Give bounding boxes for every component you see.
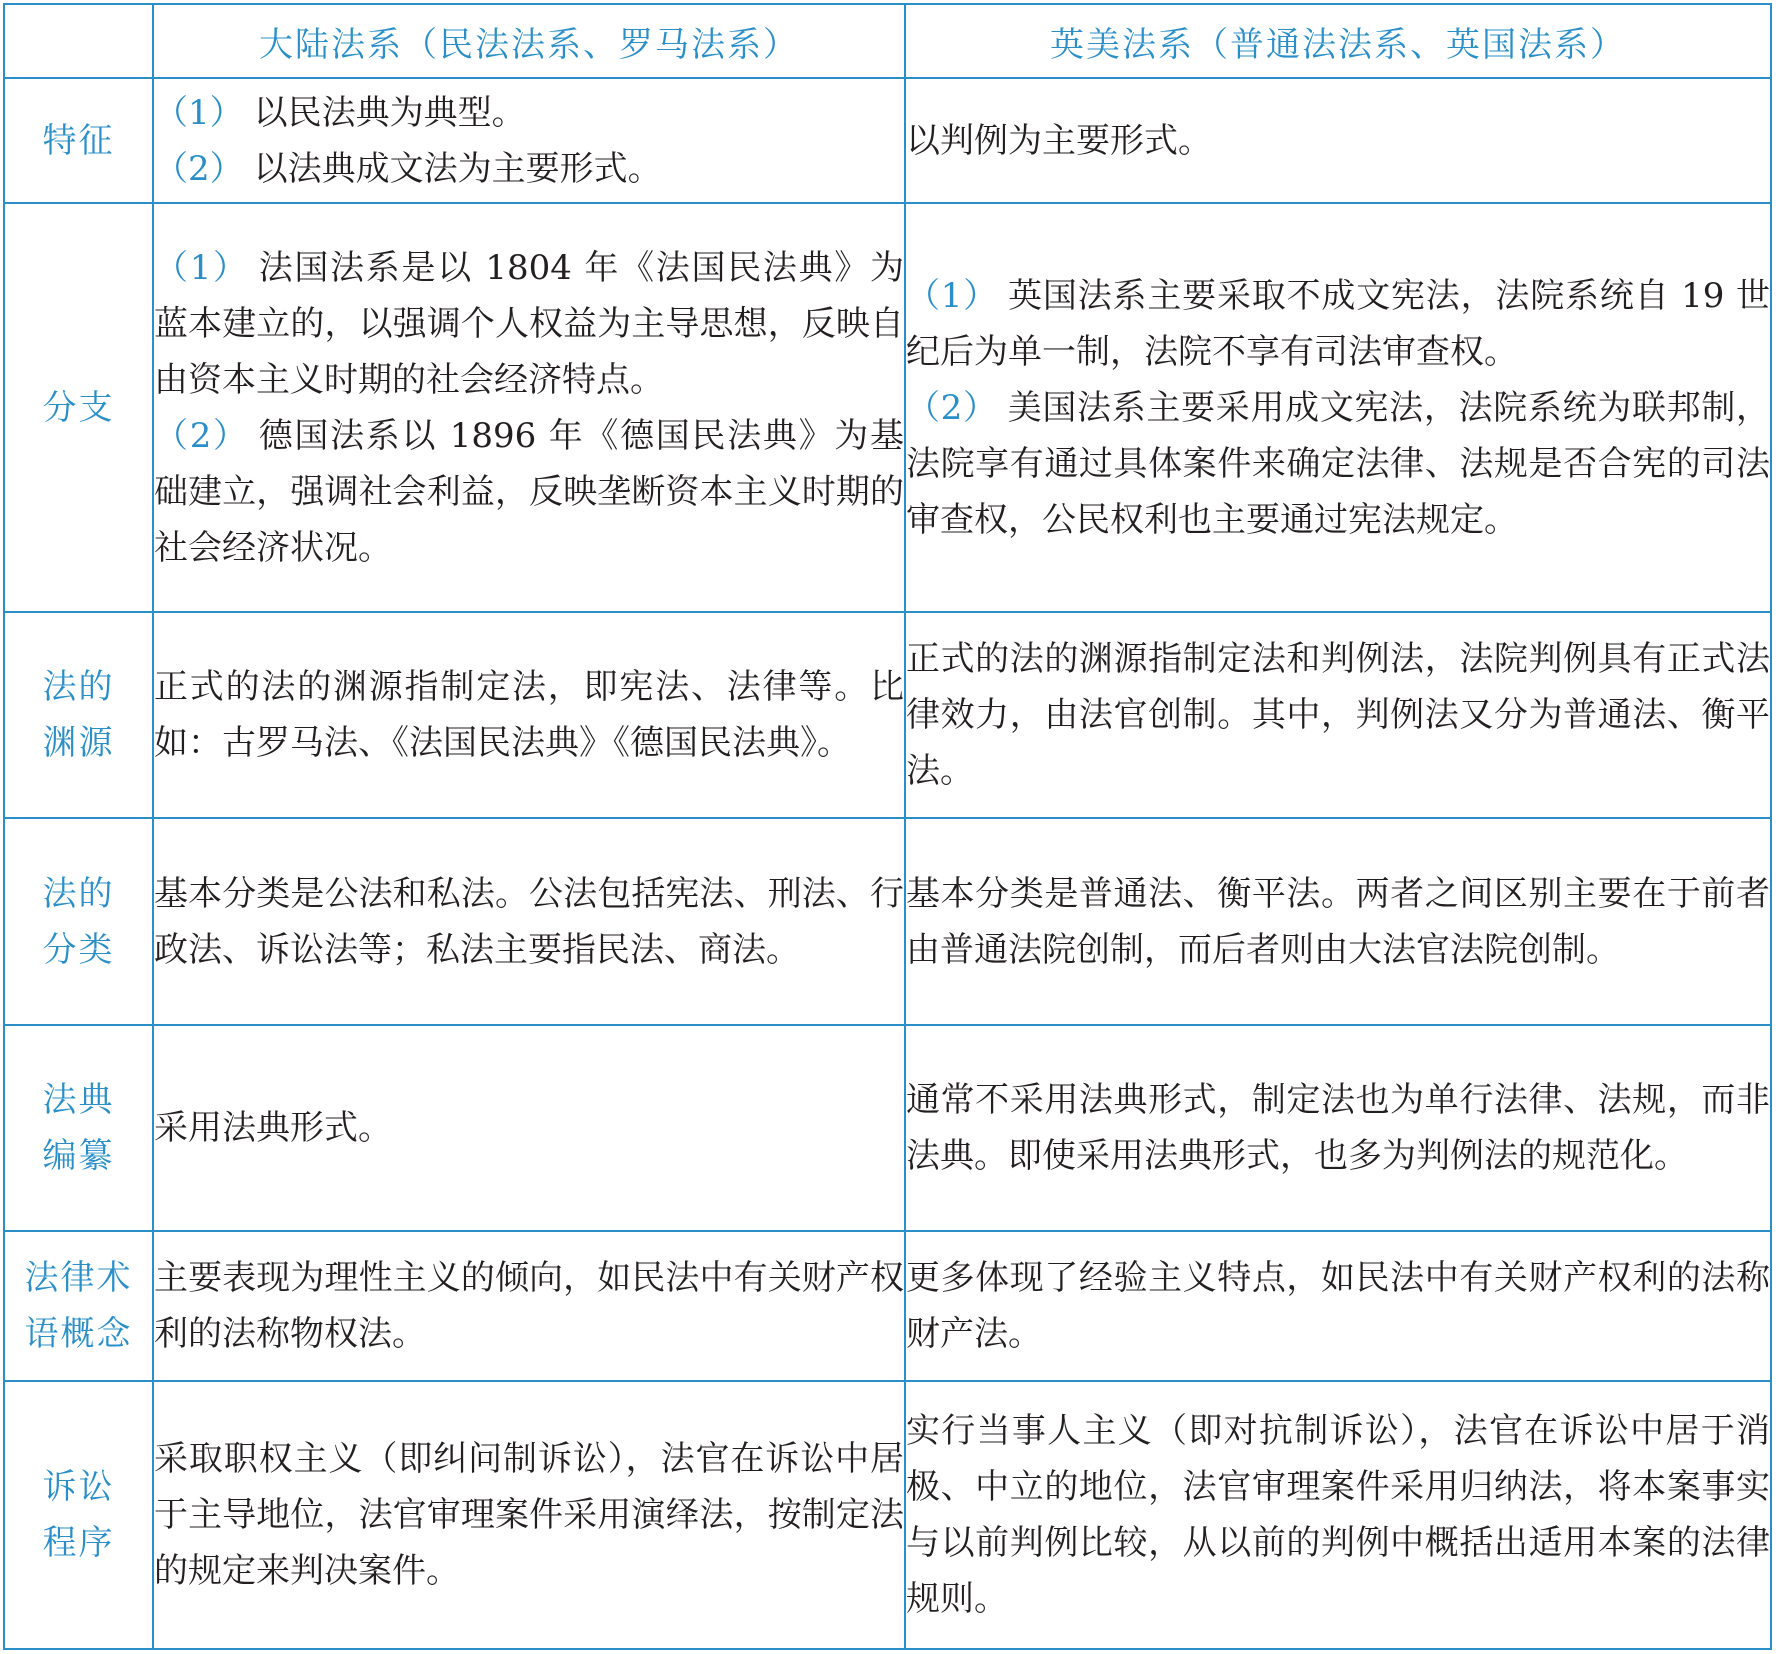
row-header: 法的渊源 — [4, 612, 153, 818]
column-header-common-law: 英美法系（普通法法系、英国法系） — [905, 4, 1771, 78]
civil-law-cell — [153, 612, 905, 818]
table-row — [4, 1381, 1771, 1649]
table-row — [4, 818, 1771, 1025]
item-text: 实行当事人主义（即对抗制诉讼），法官在诉讼中居于消极、中立的地位，法官审理案件采用归纳法，将本案事实与以前判例比较，从以前的判例中概括出适用本案的法律规则。 — [906, 1411, 1770, 1619]
list-item — [154, 85, 904, 141]
item-text: 正式的法的渊源指制定法和判例法，法院判例具有正式法律效力，由法官创制。其中，判例法又分为普通法、衡平法。 — [906, 639, 1770, 791]
table-row — [4, 1231, 1771, 1381]
item-number: （2） — [154, 148, 244, 189]
item-text: 以法典成文法为主要形式。 — [253, 148, 662, 189]
list-item — [906, 380, 1770, 548]
row-header: 法律术语概念 — [4, 1231, 153, 1381]
item-text: 通常不采用法典形式，制定法也为单行法律、法规，而非法典。即使采用法典形式，也多为判例法的规范化。 — [906, 1080, 1770, 1176]
common-law-cell — [905, 818, 1771, 1025]
civil-law-cell — [153, 1025, 905, 1231]
row-header: 诉讼程序 — [4, 1381, 153, 1649]
table-row — [4, 203, 1771, 612]
common-law-cell — [905, 612, 1771, 818]
civil-law-cell — [153, 818, 905, 1025]
row-header: 法典编纂 — [4, 1025, 153, 1231]
common-law-cell — [905, 203, 1771, 612]
item-text: 主要表现为理性主义的倾向，如民法中有关财产权利的法称物权法。 — [154, 1258, 904, 1354]
table-row — [4, 78, 1771, 203]
table-row — [4, 1025, 1771, 1231]
item-text: 更多体现了经验主义特点，如民法中有关财产权利的法称财产法。 — [906, 1258, 1770, 1354]
item-text: 采取职权主义（即纠问制诉讼），法官在诉讼中居于主导地位，法官审理案件采用演绎法，按制定法的规定来判决案件。 — [154, 1439, 904, 1591]
common-law-cell — [905, 1025, 1771, 1231]
list-item — [154, 141, 904, 197]
item-text: 德国法系以 1896 年《德国民法典》为基础建立，强调社会利益，反映垄断资本主义时期的社会经济状况。 — [154, 415, 904, 568]
header-row — [4, 4, 1771, 78]
common-law-cell — [905, 78, 1771, 203]
item-text: 英国法系主要采取不成文宪法，法院系统自 19 世纪后为单一制，法院不享有司法审查权。 — [906, 275, 1770, 372]
item-text: 基本分类是普通法、衡平法。两者之间区别主要在于前者由普通法院创制，而后者则由大法官法院创制。 — [906, 873, 1770, 970]
civil-law-cell — [153, 203, 905, 612]
item-text: 法国法系是以 1804 年《法国民法典》为蓝本建立的，以强调个人权益为主导思想，反映自由资本主义时期的社会经济特点。 — [154, 247, 904, 400]
item-text: 美国法系主要采用成文宪法，法院系统为联邦制，法院享有通过具体案件来确定法律、法规是否合宪的司法审查权，公民权利也主要通过宪法规定。 — [906, 387, 1771, 540]
civil-law-cell — [153, 1231, 905, 1381]
column-header-civil-law: 大陆法系（民法法系、罗马法系） — [153, 4, 905, 78]
item-number: （2） — [154, 415, 249, 456]
common-law-cell — [905, 1381, 1771, 1649]
item-number: （2） — [906, 387, 998, 428]
row-header: 分支 — [4, 203, 153, 612]
list-item — [154, 408, 904, 576]
list-item — [906, 268, 1770, 380]
civil-law-cell — [153, 1381, 905, 1649]
list-item — [154, 240, 904, 408]
item-text: 基本分类是公法和私法。公法包括宪法、刑法、行政法、诉讼法等；私法主要指民法、商法。 — [154, 873, 904, 970]
item-text: 采用法典形式。 — [154, 1108, 392, 1148]
row-header: 法的分类 — [4, 818, 153, 1025]
item-number: （1） — [906, 275, 999, 316]
comparison-table — [3, 3, 1772, 1650]
corner-cell — [4, 4, 153, 78]
item-number: （1） — [154, 247, 249, 288]
table-row — [4, 612, 1771, 818]
item-text: 以民法典为典型。 — [253, 92, 526, 133]
common-law-cell — [905, 1231, 1771, 1381]
item-text: 以判例为主要形式。 — [906, 120, 1212, 161]
row-header: 特征 — [4, 78, 153, 203]
item-number: （1） — [154, 92, 244, 133]
item-text: 正式的法的渊源指制定法，即宪法、法律等。比如：古罗马法、《法国民法典》《德国民法典》。 — [154, 667, 904, 763]
civil-law-cell — [153, 78, 905, 203]
